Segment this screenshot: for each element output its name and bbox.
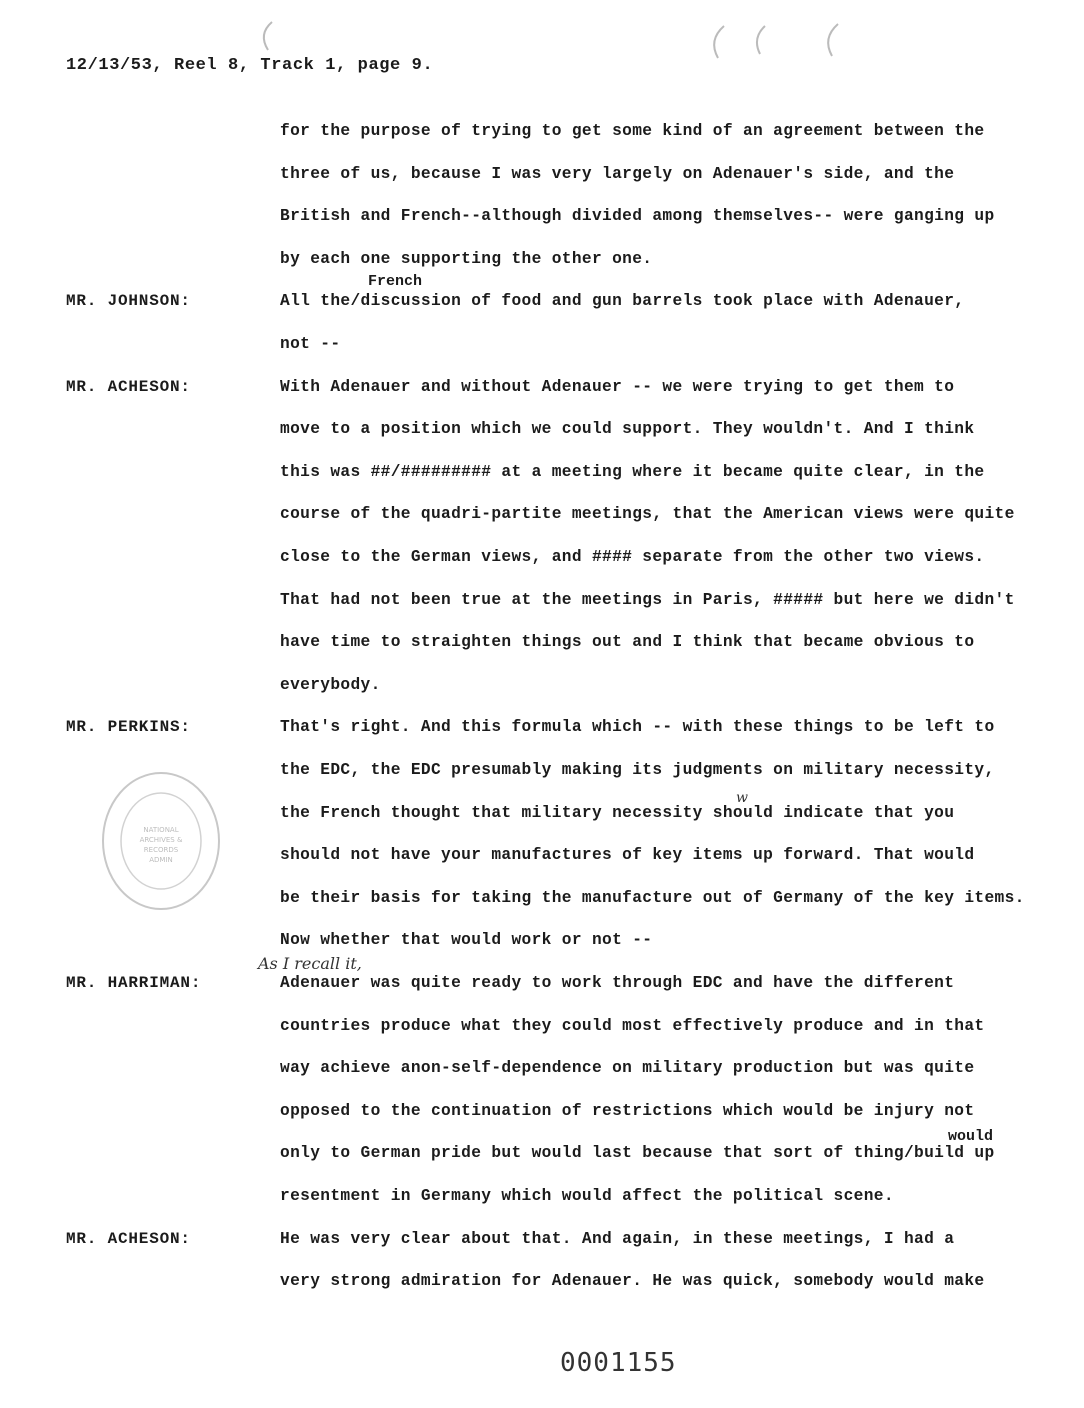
transcript-line: That's right. And this formula which -- with these things to be left to xyxy=(280,718,995,736)
transcript-line: countries produce what they could most effectively produce and in that xyxy=(280,1017,985,1035)
transcript-line: very strong admiration for Adenauer. He was quick, somebody would make xyxy=(280,1272,985,1290)
handwritten-insertion: As I recall it, xyxy=(258,954,362,973)
transcript-line: have time to straighten things out and I think that became obvious to xyxy=(280,633,975,651)
transcript-line: resentment in Germany which would affect the political scene. xyxy=(280,1187,894,1205)
transcript-line: not -- xyxy=(280,335,341,353)
stamp-line: ADMIN xyxy=(149,856,173,864)
transcript-line: All the/discussion of food and gun barrels took place with Adenauer, xyxy=(280,292,965,310)
archive-stamp xyxy=(100,770,222,912)
interlinear-would: would xyxy=(948,1128,994,1145)
transcript-line: course of the quadri-partite meetings, that the American views were quite xyxy=(280,505,1015,523)
speaker-label: MR. ACHESON: xyxy=(66,378,191,396)
transcript-line: the French thought that military necessity should indicate that you xyxy=(280,804,955,822)
transcript-line: everybody. xyxy=(280,676,381,694)
transcript-line: Now whether that would work or not -- xyxy=(280,931,653,949)
page-number: 0001155 xyxy=(560,1348,677,1378)
transcript-line: be their basis for taking the manufacture out of Germany of the key items. xyxy=(280,889,1025,907)
transcript-line: That had not been true at the meetings in Paris, ##### but here we didn't xyxy=(280,591,1015,609)
speaker-label: MR. ACHESON: xyxy=(66,1230,191,1248)
transcript-line: He was very clear about that. And again, in these meetings, I had a xyxy=(280,1230,955,1248)
transcript-line: move to a position which we could support. They wouldn't. And I think xyxy=(280,420,975,438)
transcript-line: only to German pride but would last because that sort of thing/build up xyxy=(280,1144,995,1162)
transcript-line: by each one supporting the other one. xyxy=(280,250,653,268)
transcript-line: British and French--although divided among themselves-- were ganging up xyxy=(280,207,995,225)
speaker-label: MR. JOHNSON: xyxy=(66,292,191,310)
stamp-line: ARCHIVES & xyxy=(139,836,183,844)
transcript-line: should not have your manufactures of key items up forward. That would xyxy=(280,846,975,864)
transcript-line: the EDC, the EDC presumably making its judgments on military necessity, xyxy=(280,761,995,779)
stamp-line: NATIONAL xyxy=(143,826,179,834)
transcript-line: With Adenauer and without Adenauer -- we were trying to get them to xyxy=(280,378,955,396)
transcript-line: for the purpose of trying to get some kind of an agreement between the xyxy=(280,122,985,140)
transcript-line: close to the German views, and #### separate from the other two views. xyxy=(280,548,985,566)
transcript-line: Adenauer was quite ready to work through EDC and have the different xyxy=(280,974,955,992)
transcript-line: way achieve anon-self-dependence on military production but was quite xyxy=(280,1059,975,1077)
interlinear-french: French xyxy=(368,273,423,290)
speaker-label: MR. PERKINS: xyxy=(66,718,191,736)
stamp-line: RECORDS xyxy=(143,846,179,854)
transcript-line: three of us, because I was very largely on Adenauer's side, and the xyxy=(280,165,955,183)
transcript-line: opposed to the continuation of restrictions which would be injury not xyxy=(280,1102,975,1120)
speaker-label: MR. HARRIMAN: xyxy=(66,974,202,992)
handwritten-correction: w xyxy=(736,790,748,806)
transcript-line: this was ##/######### at a meeting where it became quite clear, in the xyxy=(280,463,985,481)
page-header: 12/13/53, Reel 8, Track 1, page 9. xyxy=(66,56,434,75)
